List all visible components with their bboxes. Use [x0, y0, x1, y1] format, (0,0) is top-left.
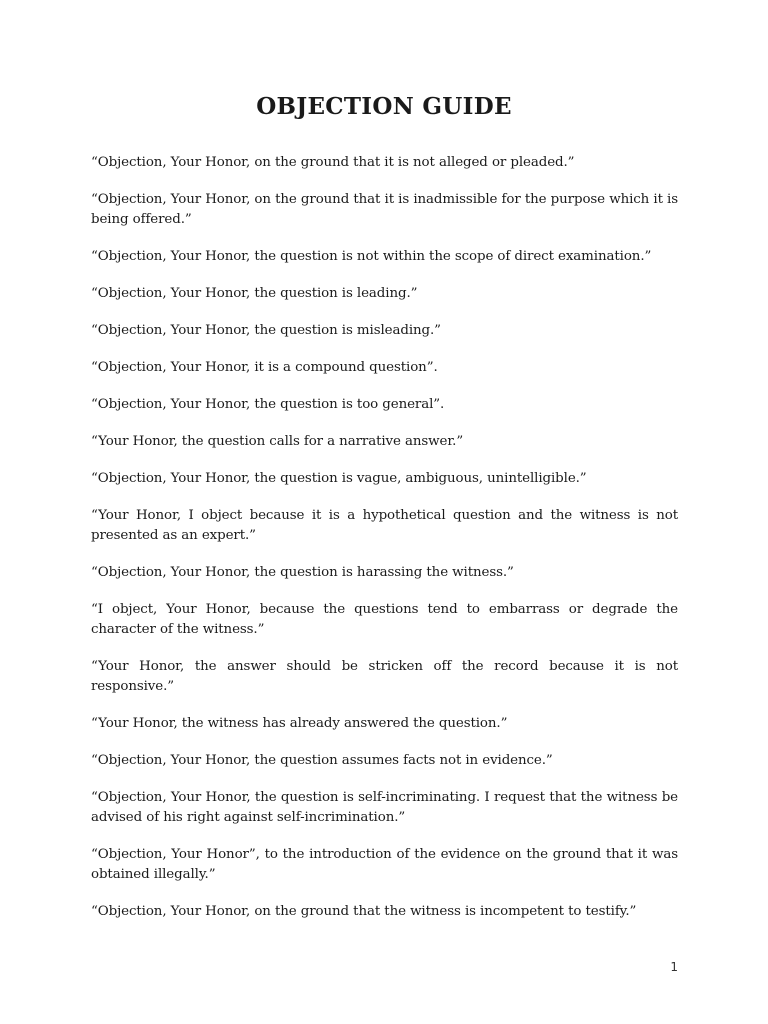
objection-paragraph: “Objection, Your Honor, the question is self-incriminating. I request that the witness be advised of his right against self-incrimination.” — [91, 790, 678, 825]
objection-paragraph: “Objection, Your Honor, it is a compound question”. — [91, 360, 438, 375]
objection-paragraph: “Objection, Your Honor, on the ground that it is inadmissible for the purpose which it is being offered.” — [91, 192, 678, 227]
objection-paragraph: “Objection, Your Honor, the question is misleading.” — [91, 323, 441, 338]
document-title: OBJECTION GUIDE — [256, 93, 512, 120]
objection-paragraph: “Objection, Your Honor, the question assumes facts not in evidence.” — [91, 753, 553, 768]
objection-paragraph: “I object, Your Honor, because the questions tend to embarrass or degrade the character of the witness.” — [91, 602, 678, 637]
objection-paragraph: “Objection, Your Honor”, to the introduction of the evidence on the ground that it was obtained illegally.” — [91, 847, 678, 882]
objection-paragraph: “Objection, Your Honor, on the ground that the witness is incompetent to testify.” — [91, 904, 637, 919]
page-number: 1 — [670, 960, 678, 974]
objection-paragraph: “Objection, Your Honor, on the ground that it is not alleged or pleaded.” — [91, 155, 575, 170]
objection-paragraph: “Objection, Your Honor, the question is not within the scope of direct examination.” — [91, 249, 652, 264]
objection-paragraph: “Objection, Your Honor, the question is harassing the witness.” — [91, 565, 514, 580]
objection-paragraph: “Your Honor, the answer should be stricken off the record because it is not responsive.” — [91, 659, 678, 694]
objection-paragraph: “Objection, Your Honor, the question is too general”. — [91, 397, 445, 412]
objection-paragraph: “Objection, Your Honor, the question is leading.” — [91, 286, 418, 301]
objection-paragraph: “Objection, Your Honor, the question is vague, ambiguous, unintelligible.” — [91, 471, 587, 486]
objection-paragraph: “Your Honor, the question calls for a narrative answer.” — [91, 434, 464, 449]
objection-paragraph: “Your Honor, I object because it is a hypothetical question and the witness is not presented as an expert.” — [91, 508, 678, 543]
objection-paragraph: “Your Honor, the witness has already answered the question.” — [91, 716, 508, 731]
objection-list — [91, 153, 678, 939]
